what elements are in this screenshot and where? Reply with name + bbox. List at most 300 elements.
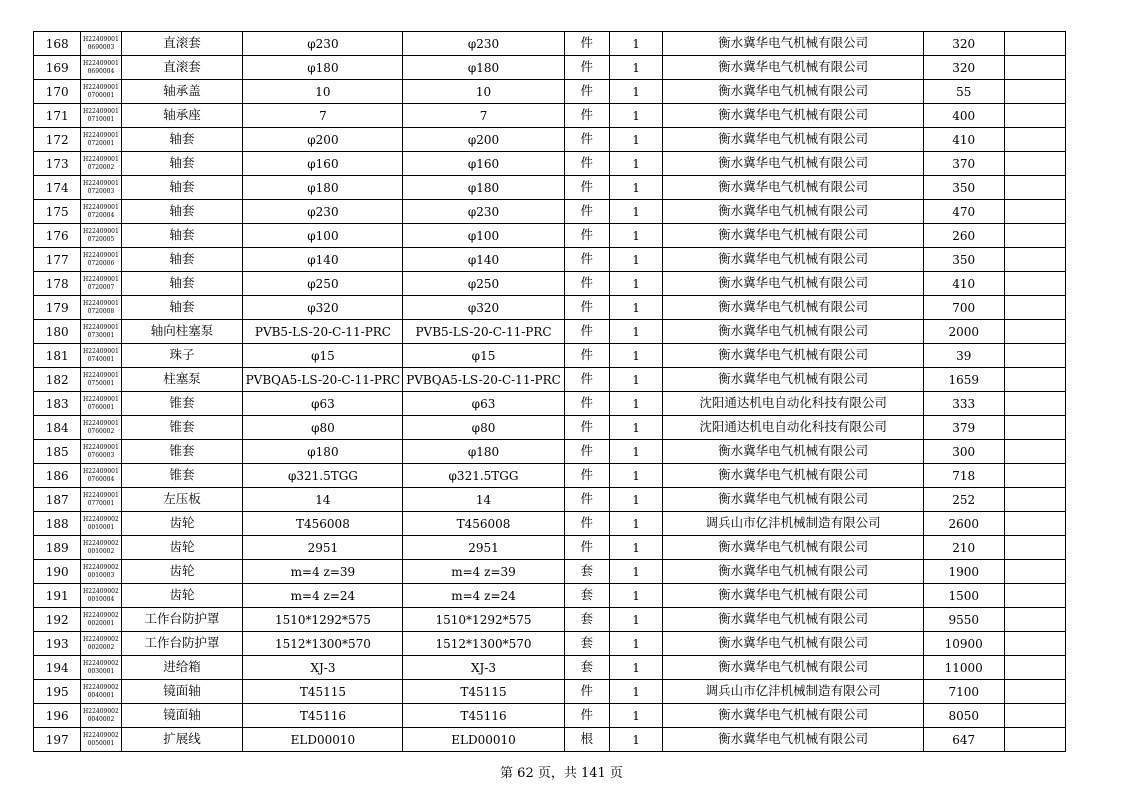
material-code-cell [81,344,121,368]
remark-cell [1004,200,1066,224]
unit-cell: 件 [564,176,609,200]
quantity-cell: 1 [609,128,662,152]
spec-cell: T45116 [243,704,403,728]
remark-cell [1004,704,1066,728]
remark-cell [1004,632,1066,656]
supplier-cell: 衡水冀华电气机械有限公司 [663,320,924,344]
model-cell: φ15 [403,344,564,368]
material-code-suffix: 0720005 [87,235,115,243]
material-code-suffix: 0770001 [87,499,115,507]
price-cell: 410 [923,128,1004,152]
part-name-cell: 轴套 [121,272,243,296]
material-code-suffix: 0040002 [87,715,115,723]
row-number-cell: 178 [34,272,81,296]
table-row [34,416,1066,440]
row-number-cell: 173 [34,152,81,176]
remark-cell [1004,320,1066,344]
material-code-suffix: 0710001 [87,115,115,123]
unit-cell: 件 [564,368,609,392]
part-name-cell: 齿轮 [121,512,243,536]
material-code-suffix: 0050001 [87,739,115,747]
spec-cell: 10 [243,80,403,104]
table-row [34,80,1066,104]
model-cell: φ160 [403,152,564,176]
row-number-cell: 172 [34,128,81,152]
table-row [34,680,1066,704]
row-number-cell: 195 [34,680,81,704]
material-code-suffix: 0040001 [87,691,115,699]
material-code-prefix: H22409002 [83,563,119,571]
material-code-prefix: H22409001 [83,275,119,283]
material-code-suffix: 0010003 [87,571,115,579]
material-code-suffix: 0760002 [87,427,115,435]
model-cell: φ180 [403,440,564,464]
spec-cell: φ180 [243,56,403,80]
model-cell: 2951 [403,536,564,560]
spec-cell: PVBQA5-LS-20-C-11-PRC [243,368,403,392]
material-code-prefix: H22409002 [83,611,119,619]
material-code-prefix: H22409001 [83,107,119,115]
quantity-cell: 1 [609,56,662,80]
unit-cell: 件 [564,704,609,728]
row-number-cell: 175 [34,200,81,224]
price-cell: 400 [923,104,1004,128]
table-row [34,128,1066,152]
material-code-prefix: H22409001 [83,155,119,163]
material-code-cell [81,488,121,512]
part-name-cell: 轴承座 [121,104,243,128]
price-cell: 320 [923,56,1004,80]
part-name-cell: 齿轮 [121,560,243,584]
price-cell: 9550 [923,608,1004,632]
unit-cell: 件 [564,248,609,272]
price-cell: 1900 [923,560,1004,584]
supplier-cell: 衡水冀华电气机械有限公司 [663,608,924,632]
model-cell: XJ-3 [403,656,564,680]
material-code-suffix: 0730001 [87,331,115,339]
quantity-cell: 1 [609,440,662,464]
supplier-cell: 衡水冀华电气机械有限公司 [663,272,924,296]
quantity-cell: 1 [609,368,662,392]
supplier-cell: 调兵山市亿沣机械制造有限公司 [663,512,924,536]
spec-cell: 7 [243,104,403,128]
part-name-cell: 镜面轴 [121,680,243,704]
material-code-prefix: H22409002 [83,635,119,643]
spec-cell: φ180 [243,440,403,464]
unit-cell: 件 [564,296,609,320]
material-code-cell [81,128,121,152]
table-row [34,152,1066,176]
price-cell: 320 [923,32,1004,56]
model-cell: 14 [403,488,564,512]
row-number-cell: 180 [34,320,81,344]
table-row [34,104,1066,128]
material-code-prefix: H22409002 [83,731,119,739]
table-row [34,704,1066,728]
price-cell: 718 [923,464,1004,488]
spec-cell: 1512*1300*570 [243,632,403,656]
supplier-cell: 衡水冀华电气机械有限公司 [663,32,924,56]
remark-cell [1004,104,1066,128]
spec-cell: φ321.5TGG [243,464,403,488]
quantity-cell: 1 [609,320,662,344]
material-code-cell [81,728,121,752]
price-cell: 379 [923,416,1004,440]
quantity-cell: 1 [609,488,662,512]
unit-cell: 套 [564,656,609,680]
remark-cell [1004,368,1066,392]
material-code-prefix: H22409002 [83,515,119,523]
row-number-cell: 192 [34,608,81,632]
parts-table [33,31,1066,752]
model-cell: φ180 [403,176,564,200]
part-name-cell: 工作台防护罩 [121,632,243,656]
material-code-suffix: 0760004 [87,475,115,483]
part-name-cell: 轴套 [121,176,243,200]
spec-cell: ELD00010 [243,728,403,752]
price-cell: 700 [923,296,1004,320]
material-code-prefix: H22409002 [83,659,119,667]
unit-cell: 套 [564,584,609,608]
model-cell: PVB5-LS-20-C-11-PRC [403,320,564,344]
unit-cell: 件 [564,512,609,536]
remark-cell [1004,80,1066,104]
table-row [34,536,1066,560]
remark-cell [1004,728,1066,752]
row-number-cell: 185 [34,440,81,464]
material-code-prefix: H22409001 [83,347,119,355]
model-cell: ELD00010 [403,728,564,752]
model-cell: φ63 [403,392,564,416]
part-name-cell: 轴套 [121,152,243,176]
row-number-cell: 177 [34,248,81,272]
material-code-prefix: H22409001 [83,467,119,475]
price-cell: 647 [923,728,1004,752]
table-row [34,248,1066,272]
spec-cell: 1510*1292*575 [243,608,403,632]
remark-cell [1004,128,1066,152]
supplier-cell: 衡水冀华电气机械有限公司 [663,296,924,320]
material-code-suffix: 0690004 [87,67,115,75]
row-number-cell: 181 [34,344,81,368]
price-cell: 55 [923,80,1004,104]
spec-cell: φ63 [243,392,403,416]
material-code-suffix: 0720001 [87,139,115,147]
row-number-cell: 179 [34,296,81,320]
material-code-prefix: H22409002 [83,683,119,691]
material-code-suffix: 0700001 [87,91,115,99]
material-code-prefix: H22409001 [83,299,119,307]
part-name-cell: 轴向柱塞泵 [121,320,243,344]
material-code-suffix: 0010004 [87,595,115,603]
supplier-cell: 衡水冀华电气机械有限公司 [663,704,924,728]
spec-cell: 2951 [243,536,403,560]
quantity-cell: 1 [609,200,662,224]
supplier-cell: 调兵山市亿沣机械制造有限公司 [663,680,924,704]
material-code-prefix: H22409001 [83,131,119,139]
row-number-cell: 183 [34,392,81,416]
material-code-cell [81,248,121,272]
spec-cell: φ250 [243,272,403,296]
quantity-cell: 1 [609,560,662,584]
material-code-cell [81,560,121,584]
material-code-cell [81,632,121,656]
material-code-prefix: H22409001 [83,59,119,67]
page-number: 第 62 页，共 141 页 [500,766,623,781]
price-cell: 1500 [923,584,1004,608]
supplier-cell: 衡水冀华电气机械有限公司 [663,464,924,488]
material-code-cell [81,56,121,80]
material-code-prefix: H22409001 [83,251,119,259]
material-code-suffix: 0720006 [87,259,115,267]
row-number-cell: 190 [34,560,81,584]
table-row [34,464,1066,488]
quantity-cell: 1 [609,536,662,560]
row-number-cell: 170 [34,80,81,104]
model-cell: φ320 [403,296,564,320]
spec-cell: φ230 [243,200,403,224]
material-code-cell [81,392,121,416]
quantity-cell: 1 [609,80,662,104]
unit-cell: 件 [564,464,609,488]
remark-cell [1004,344,1066,368]
material-code-suffix: 0760003 [87,451,115,459]
spec-cell: XJ-3 [243,656,403,680]
row-number-cell: 197 [34,728,81,752]
unit-cell: 件 [564,536,609,560]
quantity-cell: 1 [609,512,662,536]
part-name-cell: 扩展线 [121,728,243,752]
remark-cell [1004,176,1066,200]
table-row [34,440,1066,464]
unit-cell: 件 [564,416,609,440]
model-cell: φ100 [403,224,564,248]
unit-cell: 件 [564,392,609,416]
price-cell: 10900 [923,632,1004,656]
material-code-cell [81,368,121,392]
remark-cell [1004,440,1066,464]
price-cell: 260 [923,224,1004,248]
material-code-cell [81,32,121,56]
spec-cell: PVB5-LS-20-C-11-PRC [243,320,403,344]
price-cell: 2600 [923,512,1004,536]
model-cell: m=4 z=24 [403,584,564,608]
model-cell: φ80 [403,416,564,440]
row-number-cell: 168 [34,32,81,56]
table-row [34,296,1066,320]
material-code-prefix: H22409001 [83,323,119,331]
material-code-suffix: 0010002 [87,547,115,555]
supplier-cell: 沈阳通达机电自动化科技有限公司 [663,392,924,416]
supplier-cell: 衡水冀华电气机械有限公司 [663,80,924,104]
supplier-cell: 衡水冀华电气机械有限公司 [663,152,924,176]
part-name-cell: 左压板 [121,488,243,512]
quantity-cell: 1 [609,344,662,368]
unit-cell: 件 [564,152,609,176]
quantity-cell: 1 [609,680,662,704]
part-name-cell: 轴套 [121,224,243,248]
material-code-suffix: 0690003 [87,43,115,51]
material-code-prefix: H22409001 [83,83,119,91]
part-name-cell: 锥套 [121,392,243,416]
supplier-cell: 沈阳通达机电自动化科技有限公司 [663,416,924,440]
unit-cell: 件 [564,32,609,56]
remark-cell [1004,680,1066,704]
table-row [34,272,1066,296]
row-number-cell: 182 [34,368,81,392]
remark-cell [1004,224,1066,248]
remark-cell [1004,536,1066,560]
material-code-cell [81,200,121,224]
table-row [34,608,1066,632]
spec-cell: φ15 [243,344,403,368]
table-row [34,632,1066,656]
model-cell: φ140 [403,248,564,272]
price-cell: 350 [923,176,1004,200]
price-cell: 7100 [923,680,1004,704]
unit-cell: 套 [564,632,609,656]
supplier-cell: 衡水冀华电气机械有限公司 [663,128,924,152]
material-code-cell [81,464,121,488]
material-code-prefix: H22409001 [83,179,119,187]
material-code-cell [81,416,121,440]
unit-cell: 件 [564,224,609,248]
model-cell: T456008 [403,512,564,536]
row-number-cell: 193 [34,632,81,656]
spec-cell: φ180 [243,176,403,200]
spec-cell: φ140 [243,248,403,272]
part-name-cell: 工作台防护罩 [121,608,243,632]
table-row [34,32,1066,56]
part-name-cell: 直滚套 [121,32,243,56]
material-code-suffix: 0720003 [87,187,115,195]
price-cell: 333 [923,392,1004,416]
unit-cell: 件 [564,128,609,152]
material-code-cell [81,224,121,248]
supplier-cell: 衡水冀华电气机械有限公司 [663,584,924,608]
part-name-cell: 轴套 [121,296,243,320]
quantity-cell: 1 [609,104,662,128]
material-code-cell [81,680,121,704]
material-code-cell [81,272,121,296]
supplier-cell: 衡水冀华电气机械有限公司 [663,488,924,512]
part-name-cell: 轴承盖 [121,80,243,104]
material-code-suffix: 0030001 [87,667,115,675]
model-cell: PVBQA5-LS-20-C-11-PRC [403,368,564,392]
quantity-cell: 1 [609,248,662,272]
table-row [34,488,1066,512]
material-code-cell [81,608,121,632]
unit-cell: 套 [564,560,609,584]
model-cell: 7 [403,104,564,128]
supplier-cell: 衡水冀华电气机械有限公司 [663,368,924,392]
remark-cell [1004,296,1066,320]
model-cell: 1512*1300*570 [403,632,564,656]
model-cell: φ230 [403,32,564,56]
spec-cell: φ230 [243,32,403,56]
material-code-suffix: 0720002 [87,163,115,171]
price-cell: 39 [923,344,1004,368]
material-code-cell [81,536,121,560]
model-cell: T45116 [403,704,564,728]
row-number-cell: 174 [34,176,81,200]
price-cell: 8050 [923,704,1004,728]
unit-cell: 件 [564,488,609,512]
spec-cell: m=4 z=24 [243,584,403,608]
material-code-cell [81,440,121,464]
material-code-prefix: H22409002 [83,707,119,715]
row-number-cell: 186 [34,464,81,488]
row-number-cell: 189 [34,536,81,560]
quantity-cell: 1 [609,632,662,656]
material-code-cell [81,152,121,176]
price-cell: 252 [923,488,1004,512]
remark-cell [1004,416,1066,440]
quantity-cell: 1 [609,416,662,440]
spec-cell: φ320 [243,296,403,320]
unit-cell: 件 [564,440,609,464]
spec-cell: 14 [243,488,403,512]
remark-cell [1004,560,1066,584]
part-name-cell: 轴套 [121,200,243,224]
part-name-cell: 直滚套 [121,56,243,80]
table-row [34,656,1066,680]
material-code-prefix: H22409001 [83,443,119,451]
supplier-cell: 衡水冀华电气机械有限公司 [663,440,924,464]
material-code-suffix: 0720004 [87,211,115,219]
part-name-cell: 齿轮 [121,584,243,608]
table-row [34,368,1066,392]
unit-cell: 件 [564,104,609,128]
supplier-cell: 衡水冀华电气机械有限公司 [663,344,924,368]
quantity-cell: 1 [609,656,662,680]
material-code-cell [81,80,121,104]
unit-cell: 件 [564,320,609,344]
spec-cell: m=4 z=39 [243,560,403,584]
quantity-cell: 1 [609,608,662,632]
spec-cell: T45115 [243,680,403,704]
material-code-cell [81,176,121,200]
material-code-prefix: H22409001 [83,491,119,499]
quantity-cell: 1 [609,176,662,200]
unit-cell: 件 [564,272,609,296]
unit-cell: 件 [564,200,609,224]
supplier-cell: 衡水冀华电气机械有限公司 [663,248,924,272]
part-name-cell: 锥套 [121,440,243,464]
remark-cell [1004,392,1066,416]
material-code-prefix: H22409002 [83,587,119,595]
material-code-prefix: H22409001 [83,371,119,379]
part-name-cell: 柱塞泵 [121,368,243,392]
material-code-cell [81,656,121,680]
material-code-prefix: H22409001 [83,203,119,211]
table-row [34,512,1066,536]
part-name-cell: 齿轮 [121,536,243,560]
model-cell: φ200 [403,128,564,152]
table-row [34,344,1066,368]
material-code-cell [81,320,121,344]
material-code-prefix: H22409001 [83,419,119,427]
quantity-cell: 1 [609,272,662,296]
remark-cell [1004,56,1066,80]
quantity-cell: 1 [609,32,662,56]
quantity-cell: 1 [609,296,662,320]
quantity-cell: 1 [609,392,662,416]
table-row [34,224,1066,248]
table-row [34,56,1066,80]
row-number-cell: 171 [34,104,81,128]
supplier-cell: 衡水冀华电气机械有限公司 [663,200,924,224]
